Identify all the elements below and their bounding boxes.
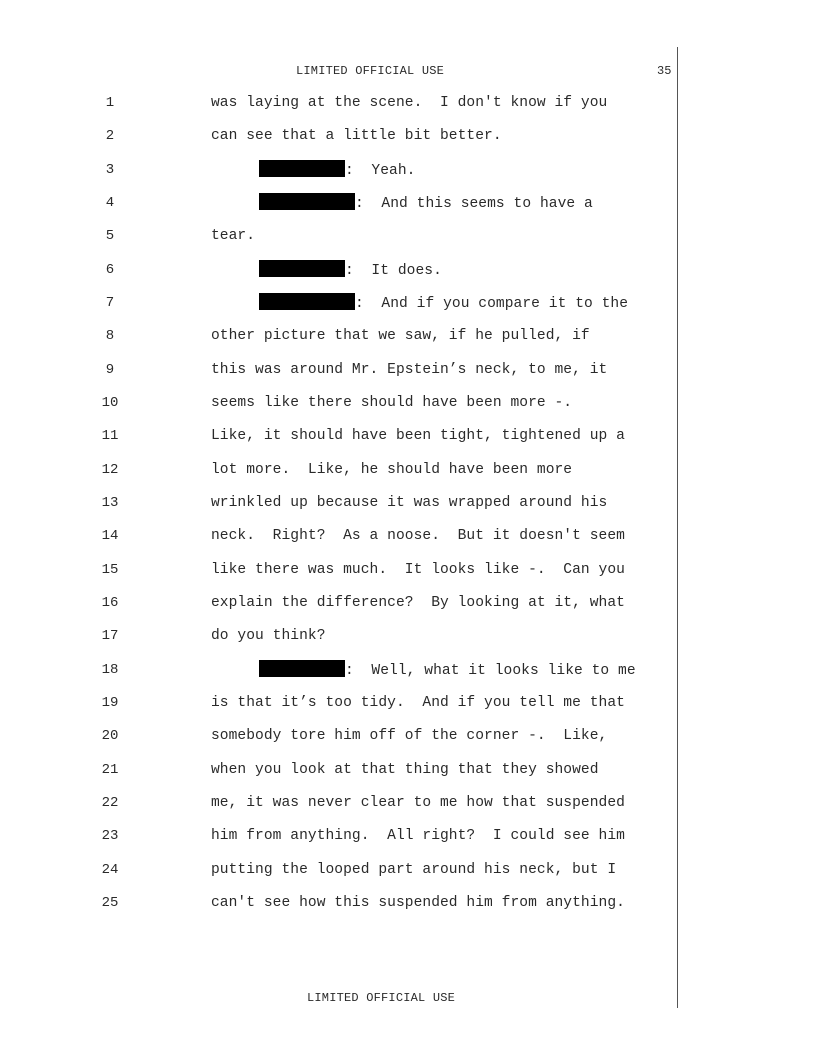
line-text [259, 193, 593, 214]
line-text: neck. Right? As a noose. But it doesn't seem [211, 528, 625, 544]
line-number: 21 [101, 762, 119, 778]
line-text: putting the looped part around his neck, but I [211, 862, 617, 878]
speaker-text: : It does. [345, 263, 442, 279]
line-number: 10 [101, 395, 119, 411]
transcript-line [0, 160, 677, 180]
line-text: Like, it should have been tight, tightened up a [211, 428, 625, 444]
redaction-box [259, 260, 345, 277]
line-text: other picture that we saw, if he pulled, if [211, 328, 590, 344]
transcript-line [0, 460, 677, 480]
line-text: wrinkled up because it was wrapped around his [211, 495, 608, 511]
transcript-line [0, 326, 677, 346]
header-classification: LIMITED OFFICIAL USE [296, 64, 445, 78]
line-number: 4 [105, 195, 115, 211]
transcript-line [0, 726, 677, 746]
transcript-line [0, 693, 677, 713]
line-text [259, 160, 415, 181]
line-text: this was around Mr. Epstein’s neck, to me, it [211, 362, 608, 378]
transcript-line [0, 360, 677, 380]
line-number: 19 [101, 695, 119, 711]
page-number: 35 [657, 64, 672, 78]
footer-classification: LIMITED OFFICIAL USE [307, 991, 456, 1005]
line-number: 3 [105, 162, 115, 178]
line-text: is that it’s too tidy. And if you tell me that [211, 695, 625, 711]
line-number: 1 [105, 95, 115, 111]
line-number: 18 [101, 662, 119, 678]
transcript-line [0, 526, 677, 546]
line-text [259, 293, 628, 314]
line-text: somebody tore him off of the corner -. Like, [211, 728, 608, 744]
line-text: him from anything. All right? I could see him [211, 828, 625, 844]
line-number: 20 [101, 728, 119, 744]
speaker-text: : And if you compare it to the [355, 296, 629, 312]
line-text: do you think? [211, 628, 326, 644]
line-text: can see that a little bit better. [211, 128, 502, 144]
transcript-line [0, 260, 677, 280]
transcript-line [0, 226, 677, 246]
line-text: when you look at that thing that they showed [211, 762, 599, 778]
line-number: 7 [105, 295, 115, 311]
speaker-text: : Yeah. [345, 163, 416, 179]
line-number: 12 [101, 462, 119, 478]
line-number: 8 [105, 328, 115, 344]
line-number: 15 [101, 562, 119, 578]
transcript-line [0, 426, 677, 446]
line-text: seems like there should have been more -. [211, 395, 573, 411]
redaction-box [259, 193, 355, 210]
transcript-line [0, 493, 677, 513]
line-text [259, 660, 636, 681]
line-number: 24 [101, 862, 119, 878]
line-text: tear. [211, 228, 256, 244]
right-margin-rule [677, 47, 678, 1008]
transcript-line [0, 293, 677, 313]
line-text: can't see how this suspended him from anything. [211, 895, 625, 911]
transcript-line [0, 626, 677, 646]
transcript-line [0, 860, 677, 880]
transcript-line [0, 393, 677, 413]
line-number: 13 [101, 495, 119, 511]
line-text: like there was much. It looks like -. Can you [211, 562, 625, 578]
transcript-line [0, 126, 677, 146]
line-text: was laying at the scene. I don't know if you [211, 95, 608, 111]
transcript-line [0, 893, 677, 913]
redaction-box [259, 660, 345, 677]
line-number: 23 [101, 828, 119, 844]
transcript-line [0, 826, 677, 846]
line-text: explain the difference? By looking at it, what [211, 595, 625, 611]
transcript-line [0, 593, 677, 613]
transcript-line [0, 93, 677, 113]
line-text: me, it was never clear to me how that suspended [211, 795, 625, 811]
speaker-text: : And this seems to have a [355, 196, 593, 212]
line-number: 25 [101, 895, 119, 911]
line-number: 9 [105, 362, 115, 378]
line-number: 17 [101, 628, 119, 644]
transcript-line [0, 660, 677, 680]
speaker-text: : Well, what it looks like to me [345, 663, 636, 679]
line-number: 11 [101, 428, 119, 444]
transcript-line [0, 760, 677, 780]
line-text [259, 260, 442, 281]
transcript-line [0, 193, 677, 213]
line-number: 5 [105, 228, 115, 244]
transcript-line [0, 793, 677, 813]
line-number: 6 [105, 262, 115, 278]
line-number: 2 [105, 128, 115, 144]
transcript-line [0, 560, 677, 580]
line-number: 16 [101, 595, 119, 611]
line-number: 14 [101, 528, 119, 544]
line-number: 22 [101, 795, 119, 811]
redaction-box [259, 293, 355, 310]
redaction-box [259, 160, 345, 177]
line-text: lot more. Like, he should have been more [211, 462, 573, 478]
